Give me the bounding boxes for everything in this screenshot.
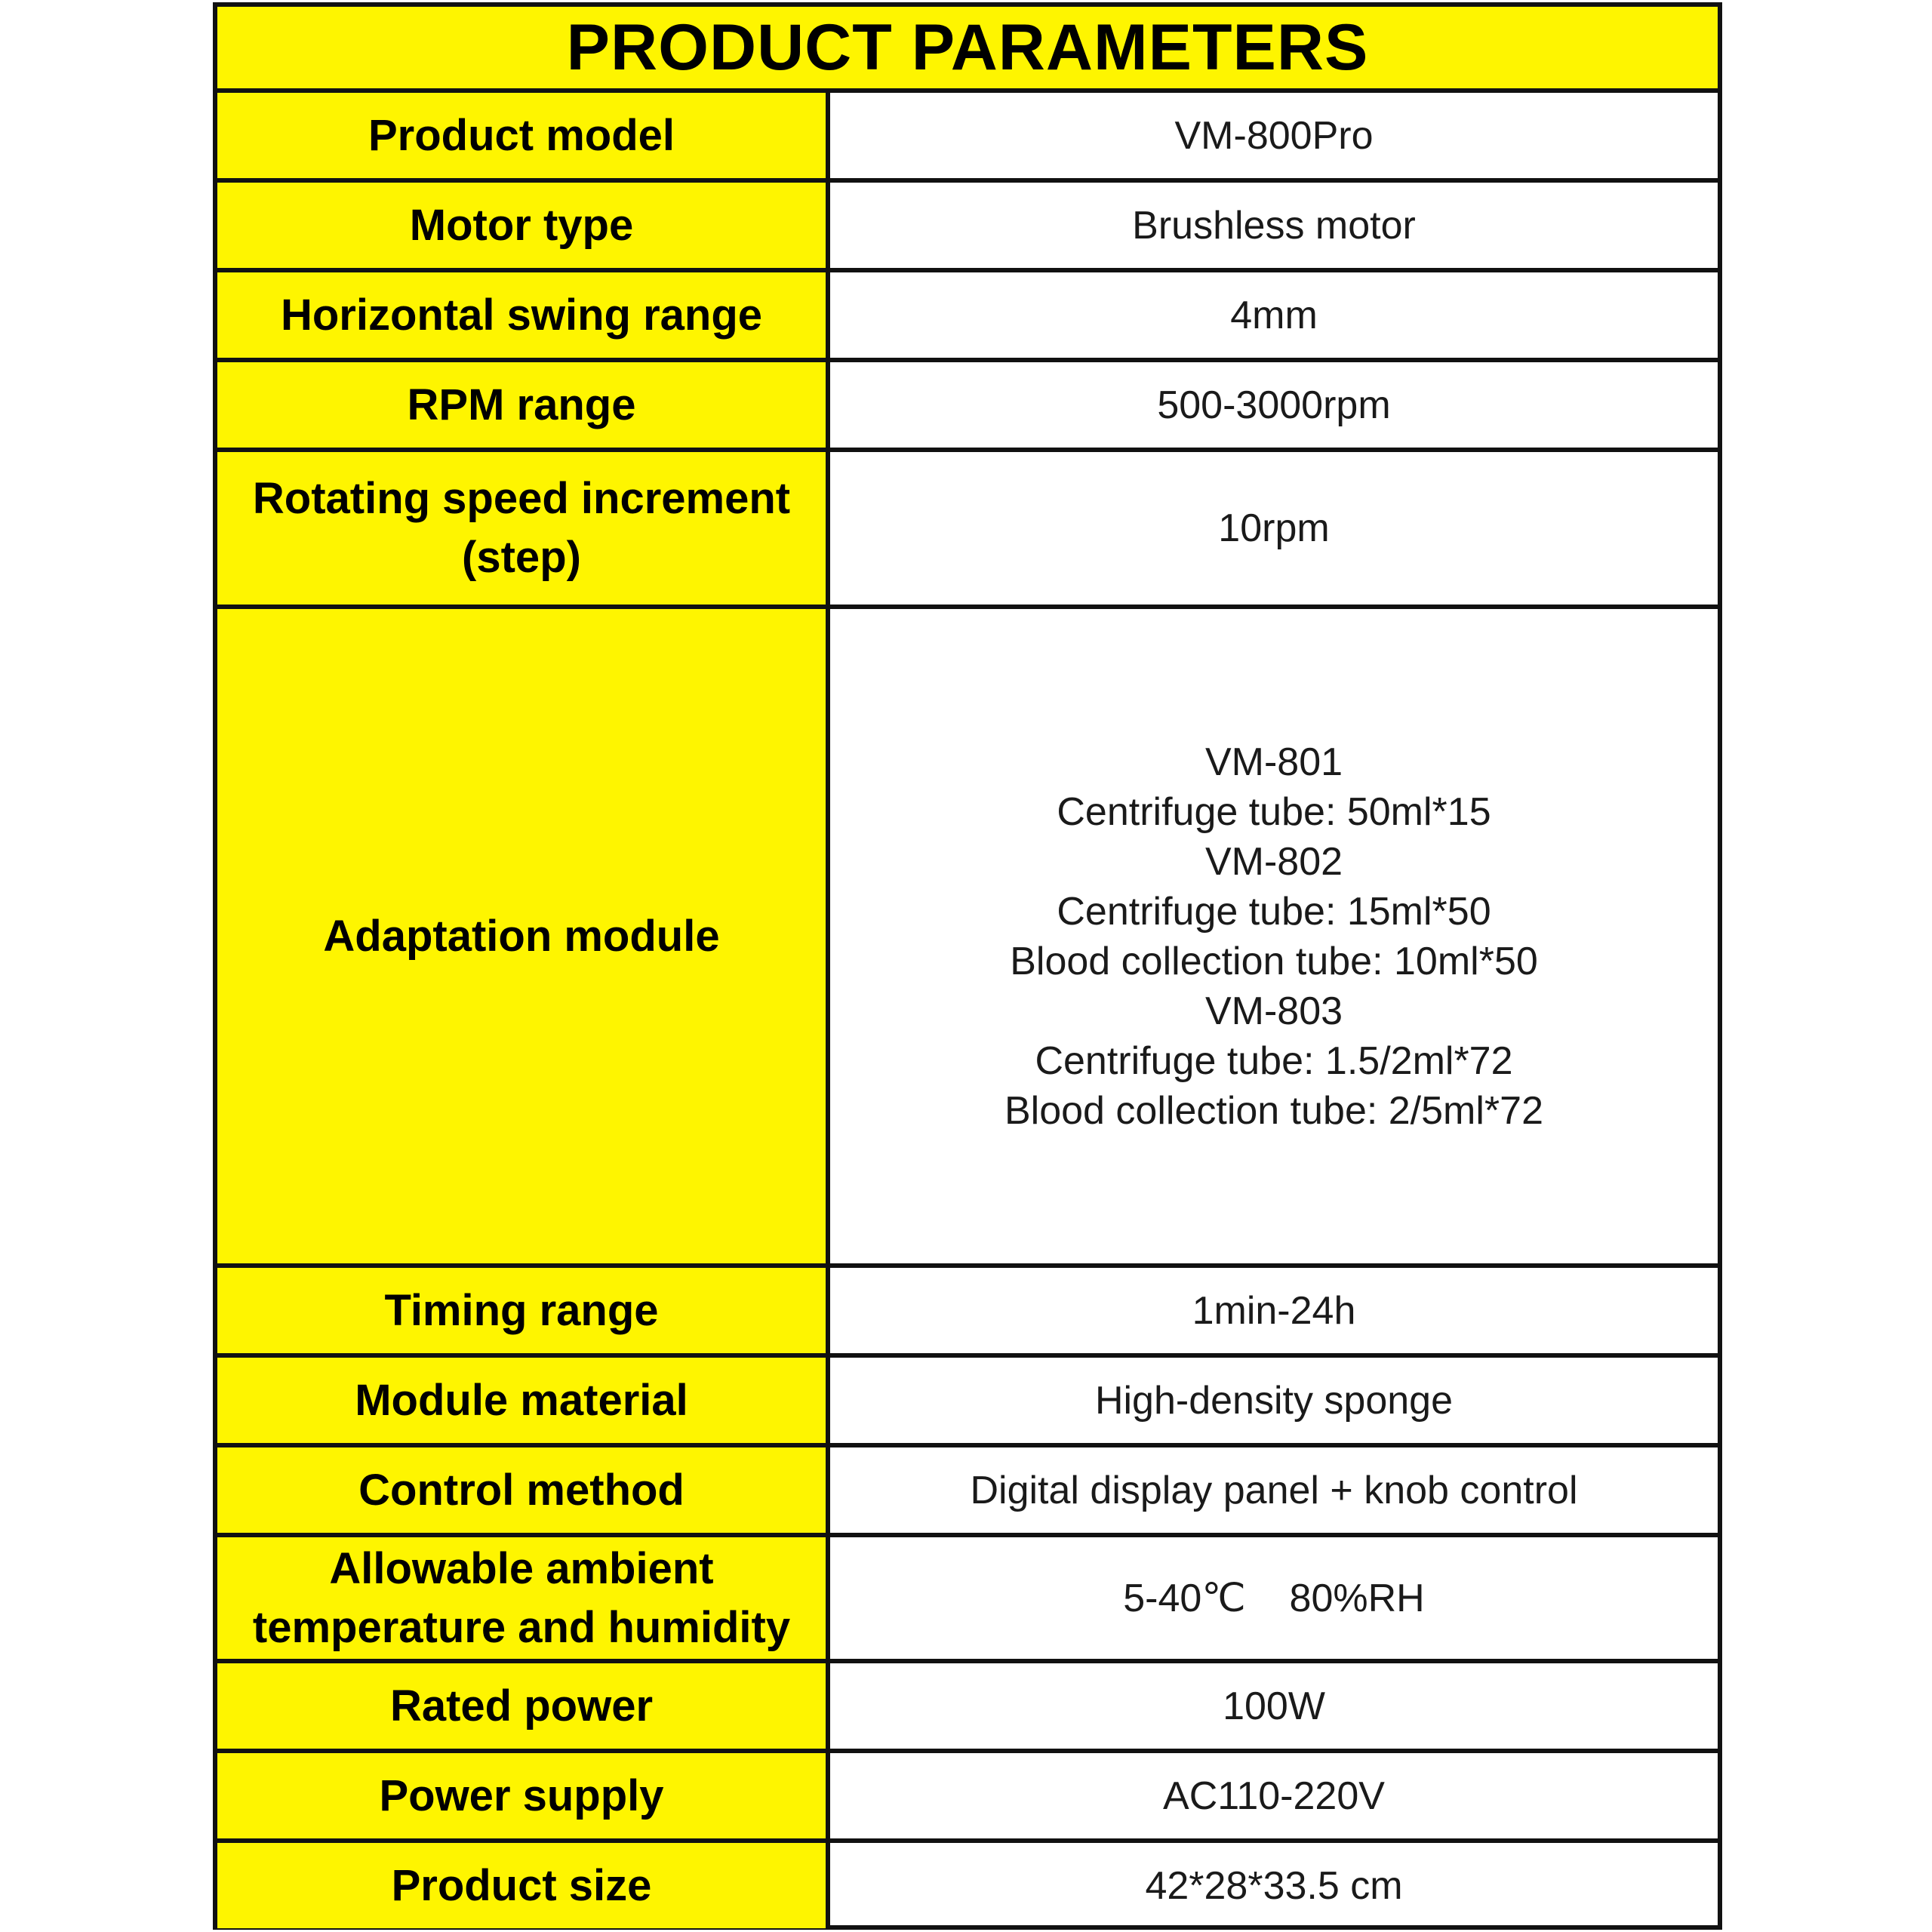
table-row [217, 1268, 1718, 1358]
parameter-value-line: 1min-24h [1192, 1288, 1356, 1333]
product-parameters-table [213, 2, 1722, 1930]
table-row [217, 609, 1718, 1268]
parameter-value [830, 452, 1718, 605]
parameter-label: Timing range [217, 1268, 830, 1353]
parameter-value [830, 1447, 1718, 1533]
table-row [217, 1447, 1718, 1537]
parameter-value-line: 5-40℃ 80%RH [1123, 1576, 1425, 1620]
parameter-value [830, 93, 1718, 178]
parameter-value [830, 272, 1718, 358]
parameter-label: Rated power [217, 1663, 830, 1749]
parameter-value [830, 1843, 1718, 1928]
parameter-label: Module material [217, 1358, 830, 1443]
parameter-label: Product size [217, 1843, 830, 1928]
parameter-value [830, 1753, 1718, 1838]
parameter-value-line: Blood collection tube: 2/5ml*72 [1004, 1088, 1543, 1133]
parameter-label: Motor type [217, 183, 830, 268]
parameter-rows [217, 93, 1718, 1928]
parameter-value-line: Blood collection tube: 10ml*50 [1010, 939, 1538, 983]
parameter-value-line: AC110-220V [1163, 1774, 1385, 1818]
parameter-value [830, 1358, 1718, 1443]
parameter-label: Adaptation module [217, 609, 830, 1263]
parameter-value-line: 10rpm [1218, 506, 1330, 550]
table-row [217, 1663, 1718, 1753]
parameter-label: Allowable ambient temperature and humidity [217, 1537, 830, 1659]
parameter-value-line: High-density sponge [1094, 1378, 1454, 1423]
table-row [217, 452, 1718, 609]
parameter-value-line: VM-803 [1204, 989, 1343, 1033]
parameter-value-line: VM-802 [1204, 839, 1343, 884]
parameter-label: Horizontal swing range [217, 272, 830, 358]
parameter-value [830, 1268, 1718, 1353]
table-row [217, 1358, 1718, 1447]
parameter-label: Product model [217, 93, 830, 178]
table-title: PRODUCT PARAMETERS [217, 7, 1718, 93]
table-row [217, 93, 1718, 183]
parameter-value [830, 609, 1718, 1263]
table-row [217, 183, 1718, 272]
parameter-value [830, 183, 1718, 268]
parameter-value [830, 362, 1718, 448]
parameter-label: Control method [217, 1447, 830, 1533]
parameter-value-line: Brushless motor [1132, 203, 1416, 248]
parameter-value-line: Centrifuge tube: 50ml*15 [1057, 789, 1491, 834]
parameter-value-line: VM-801 [1204, 740, 1343, 784]
table-row [217, 1753, 1718, 1843]
table-row [217, 1843, 1718, 1928]
table-row [217, 272, 1718, 362]
parameter-value-line: 42*28*33.5 cm [1145, 1863, 1403, 1908]
parameter-value-line: Digital display panel + knob control [970, 1468, 1578, 1512]
parameter-value [830, 1663, 1718, 1749]
table-row [217, 362, 1718, 452]
parameter-value-line: VM-800Pro [1174, 113, 1374, 158]
parameter-value [830, 1537, 1718, 1659]
parameter-label: Rotating speed increment (step) [217, 452, 830, 605]
parameter-label: Power supply [217, 1753, 830, 1838]
parameter-value-line: 500-3000rpm [1157, 383, 1391, 427]
parameter-value-line: Centrifuge tube: 1.5/2ml*72 [1035, 1038, 1513, 1083]
parameter-value-line: Centrifuge tube: 15ml*50 [1057, 889, 1491, 934]
parameter-value-line: 4mm [1230, 293, 1318, 337]
parameter-label: RPM range [217, 362, 830, 448]
parameter-value-line: 100W [1223, 1684, 1325, 1728]
table-row [217, 1537, 1718, 1663]
